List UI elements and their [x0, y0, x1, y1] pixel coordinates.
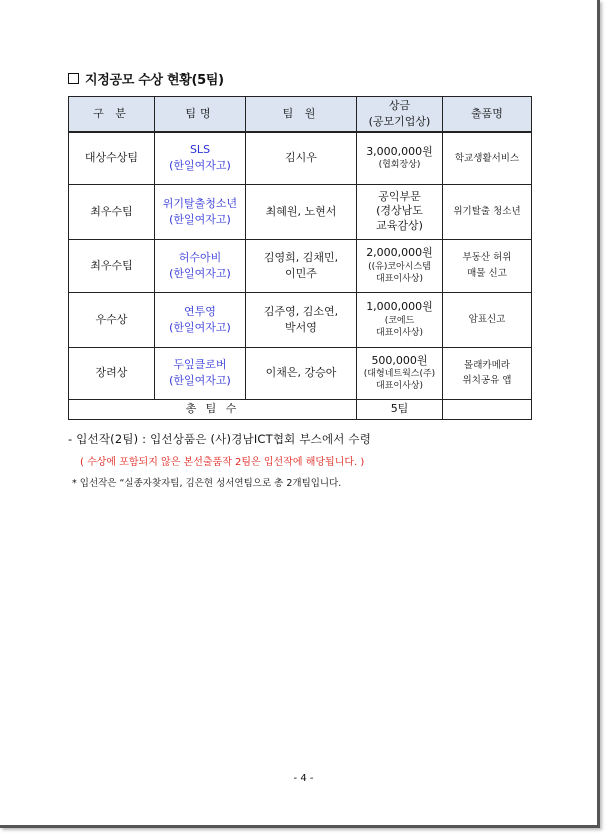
prize-main: 500,000원 [371, 353, 428, 367]
team-name: 연투영 [184, 304, 216, 318]
prize-main: 2,000,000원 [366, 246, 433, 260]
row-team [155, 184, 246, 239]
table-row [69, 132, 532, 184]
team-name: 두잎클로버 [173, 358, 227, 372]
row-category: 우수상 [69, 292, 155, 347]
row-prize [357, 184, 443, 239]
prize-sub1: (대형네트웍스(주) [363, 369, 436, 379]
product-line1: 학교생활서비스 [454, 152, 520, 164]
team-school: (한일여자고) [169, 212, 231, 226]
row-members [246, 184, 357, 239]
total-label: 총 팀 수 [69, 399, 357, 419]
table-header-row [69, 97, 532, 133]
header-team-name: 팀명 [155, 97, 246, 133]
awards-table [68, 96, 532, 420]
row-members [246, 347, 357, 399]
prize-sub2: 대표이사상) [376, 381, 423, 392]
product-line1: 부동산 허위 [462, 252, 512, 264]
table-row [69, 239, 532, 292]
prize-main: 1,000,000원 [366, 300, 433, 314]
product-line2: 매물 신고 [467, 267, 507, 279]
row-category: 최우수팀 [69, 239, 155, 292]
product-line1: 암표신고 [468, 313, 506, 325]
row-members [246, 132, 357, 184]
row-category: 장려상 [69, 347, 155, 399]
header-prize-line2: (공모기업상) [368, 115, 431, 128]
team-name: 위기탈출청소년 [162, 196, 238, 210]
square-bullet-icon [68, 73, 79, 84]
prize-sub2: 교육감상) [376, 218, 423, 232]
row-team [155, 239, 246, 292]
row-team [155, 347, 246, 399]
team-school: (한일여자고) [169, 320, 231, 334]
row-category: 최우수팀 [69, 184, 155, 239]
row-prize [357, 347, 443, 399]
team-school: (한일여자고) [169, 159, 231, 173]
members-line1: 김영희, 김채민, [263, 250, 339, 264]
team-school: (한일여자고) [169, 374, 231, 387]
row-product [443, 184, 532, 239]
product-line1: 몰래카메라 [464, 359, 510, 371]
row-prize [357, 292, 443, 347]
members-line1: 김주영, 김소연, [263, 304, 339, 318]
row-product [443, 132, 532, 184]
team-name: 허수아비 [178, 250, 222, 264]
note-honorable-mention: - 입선작(2팀) : 입선상품은 (사)경남ICT협회 부스에서 수령 [68, 432, 372, 446]
members-line1: 최혜원, 노현서 [265, 204, 337, 218]
team-school: (한일여자고) [169, 266, 231, 280]
prize-sub1: (협회장상) [378, 160, 421, 171]
prize-sub2: 대표이사상) [376, 327, 423, 338]
members-line1: 이채은, 강승아 [265, 366, 337, 380]
team-name: SLS [189, 143, 211, 157]
header-category: 구 분 [69, 97, 155, 133]
table-row [69, 292, 532, 347]
product-line2: 위치공유 앱 [462, 375, 512, 386]
header-product: 출품명 [443, 97, 532, 133]
members-line2: 이민주 [285, 266, 317, 280]
prize-sub1: (코에드 [384, 315, 415, 326]
total-empty-cell [443, 399, 532, 419]
row-product [443, 347, 532, 399]
row-members [246, 292, 357, 347]
prize-sub1: ((유)코아시스템 [368, 261, 431, 272]
members-line2: 박서영 [285, 320, 317, 334]
page-number: - 4 - [293, 773, 314, 784]
members-line1: 김시우 [285, 151, 317, 165]
note-asterisk: * 입선작은 “실종자찾자팀, 김은현 성서연팀으로 총 2개팀입니다. [72, 478, 342, 489]
product-line1: 위기탈출 청소년 [453, 205, 521, 217]
row-category: 대상수상팀 [69, 132, 155, 184]
header-members: 팀 원 [246, 97, 357, 133]
row-product [443, 239, 532, 292]
row-team [155, 292, 246, 347]
prize-sub1: (경상남도 [376, 204, 423, 218]
header-prize-line1: 상금 [388, 99, 411, 113]
prize-sub2: 대표이사상) [376, 273, 423, 284]
prize-main: 공익부문 [378, 190, 421, 204]
row-team [155, 132, 246, 184]
row-prize [357, 239, 443, 292]
row-prize [357, 132, 443, 184]
total-row [69, 399, 532, 419]
table-row [69, 184, 532, 239]
section-heading [68, 69, 224, 88]
header-prize [357, 97, 443, 133]
row-product [443, 292, 532, 347]
row-members [246, 239, 357, 292]
total-value: 5팀 [357, 399, 443, 419]
note-red-clarification: ( 수상에 포함되지 않은 본선출품작 2팀은 입선작에 해당됩니다. ) [80, 457, 365, 468]
prize-main: 3,000,000원 [366, 145, 433, 159]
table-row [69, 347, 532, 399]
section-title-text: 지정공모 수상 현황(5팀) [85, 73, 224, 88]
